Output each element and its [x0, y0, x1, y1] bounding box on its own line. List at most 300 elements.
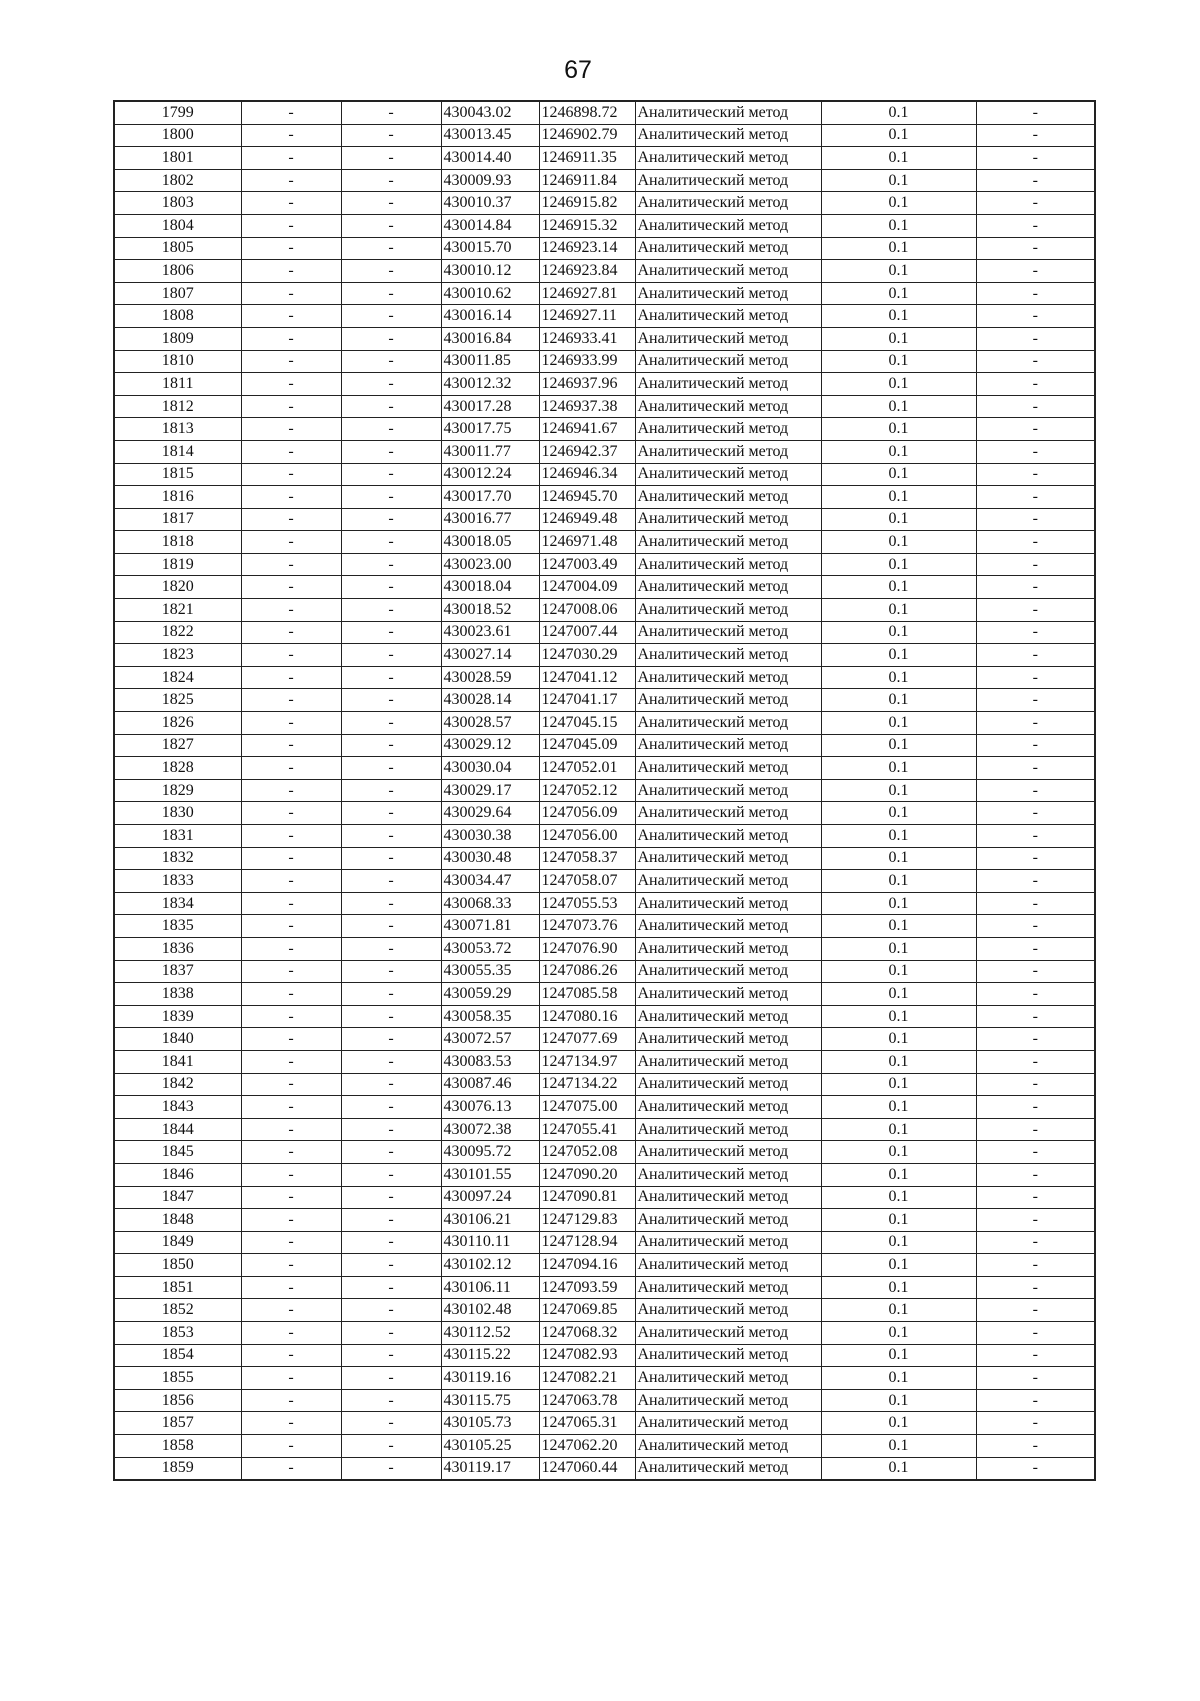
method-cell: Аналитический метод	[635, 915, 821, 938]
x-coordinate-cell: 430017.28	[441, 395, 539, 418]
point-number-cell: 1841	[114, 1050, 241, 1073]
empty-value-cell: -	[341, 192, 441, 215]
empty-value-cell: -	[976, 599, 1095, 622]
y-coordinate-cell: 1247008.06	[539, 599, 635, 622]
empty-value-cell: -	[976, 1163, 1095, 1186]
accuracy-cell: 0.1	[821, 1231, 976, 1254]
empty-value-cell: -	[976, 666, 1095, 689]
empty-value-cell: -	[341, 1050, 441, 1073]
table-row	[114, 870, 1095, 893]
empty-value-cell: -	[241, 1141, 341, 1164]
x-coordinate-cell: 430016.84	[441, 327, 539, 350]
accuracy-cell: 0.1	[821, 350, 976, 373]
method-cell: Аналитический метод	[635, 147, 821, 170]
x-coordinate-cell: 430101.55	[441, 1163, 539, 1186]
x-coordinate-cell: 430095.72	[441, 1141, 539, 1164]
empty-value-cell: -	[241, 531, 341, 554]
point-number-cell: 1831	[114, 825, 241, 848]
accuracy-cell: 0.1	[821, 1254, 976, 1277]
method-cell: Аналитический метод	[635, 892, 821, 915]
accuracy-cell: 0.1	[821, 1163, 976, 1186]
point-number-cell: 1805	[114, 237, 241, 260]
accuracy-cell: 0.1	[821, 1367, 976, 1390]
empty-value-cell: -	[241, 124, 341, 147]
y-coordinate-cell: 1247004.09	[539, 576, 635, 599]
point-number-cell: 1826	[114, 712, 241, 735]
empty-value-cell: -	[241, 214, 341, 237]
empty-value-cell: -	[241, 147, 341, 170]
accuracy-cell: 0.1	[821, 1050, 976, 1073]
y-coordinate-cell: 1247129.83	[539, 1209, 635, 1232]
x-coordinate-cell: 430029.12	[441, 734, 539, 757]
point-number-cell: 1807	[114, 282, 241, 305]
accuracy-cell: 0.1	[821, 1186, 976, 1209]
empty-value-cell: -	[341, 576, 441, 599]
empty-value-cell: -	[976, 1141, 1095, 1164]
y-coordinate-cell: 1246911.35	[539, 147, 635, 170]
x-coordinate-cell: 430011.85	[441, 350, 539, 373]
accuracy-cell: 0.1	[821, 373, 976, 396]
accuracy-cell: 0.1	[821, 1412, 976, 1435]
point-number-cell: 1840	[114, 1028, 241, 1051]
accuracy-cell: 0.1	[821, 712, 976, 735]
y-coordinate-cell: 1247069.85	[539, 1299, 635, 1322]
y-coordinate-cell: 1246898.72	[539, 101, 635, 124]
point-number-cell: 1843	[114, 1096, 241, 1119]
x-coordinate-cell: 430030.48	[441, 847, 539, 870]
table-row	[114, 847, 1095, 870]
table-row	[114, 214, 1095, 237]
empty-value-cell: -	[976, 712, 1095, 735]
point-number-cell: 1820	[114, 576, 241, 599]
table-row	[114, 621, 1095, 644]
accuracy-cell: 0.1	[821, 599, 976, 622]
y-coordinate-cell: 1246927.11	[539, 305, 635, 328]
table-row	[114, 101, 1095, 124]
point-number-cell: 1810	[114, 350, 241, 373]
table-row	[114, 1254, 1095, 1277]
y-coordinate-cell: 1246946.34	[539, 463, 635, 486]
y-coordinate-cell: 1246949.48	[539, 508, 635, 531]
empty-value-cell: -	[976, 1096, 1095, 1119]
accuracy-cell: 0.1	[821, 327, 976, 350]
point-number-cell: 1812	[114, 395, 241, 418]
point-number-cell: 1842	[114, 1073, 241, 1096]
table-row	[114, 1457, 1095, 1480]
method-cell: Аналитический метод	[635, 169, 821, 192]
point-number-cell: 1846	[114, 1163, 241, 1186]
table-row	[114, 983, 1095, 1006]
method-cell: Аналитический метод	[635, 1163, 821, 1186]
empty-value-cell: -	[341, 395, 441, 418]
method-cell: Аналитический метод	[635, 757, 821, 780]
accuracy-cell: 0.1	[821, 418, 976, 441]
accuracy-cell: 0.1	[821, 689, 976, 712]
point-number-cell: 1814	[114, 440, 241, 463]
table-row	[114, 1050, 1095, 1073]
y-coordinate-cell: 1247052.08	[539, 1141, 635, 1164]
method-cell: Аналитический метод	[635, 553, 821, 576]
y-coordinate-cell: 1246902.79	[539, 124, 635, 147]
empty-value-cell: -	[341, 1005, 441, 1028]
table-row	[114, 599, 1095, 622]
table-row	[114, 1073, 1095, 1096]
point-number-cell: 1822	[114, 621, 241, 644]
empty-value-cell: -	[241, 1457, 341, 1480]
accuracy-cell: 0.1	[821, 1096, 976, 1119]
empty-value-cell: -	[341, 214, 441, 237]
accuracy-cell: 0.1	[821, 531, 976, 554]
x-coordinate-cell: 430055.35	[441, 960, 539, 983]
point-number-cell: 1854	[114, 1344, 241, 1367]
y-coordinate-cell: 1247128.94	[539, 1231, 635, 1254]
empty-value-cell: -	[976, 418, 1095, 441]
point-number-cell: 1802	[114, 169, 241, 192]
point-number-cell: 1858	[114, 1435, 241, 1458]
empty-value-cell: -	[976, 621, 1095, 644]
x-coordinate-cell: 430106.11	[441, 1276, 539, 1299]
empty-value-cell: -	[976, 192, 1095, 215]
point-number-cell: 1832	[114, 847, 241, 870]
empty-value-cell: -	[241, 870, 341, 893]
method-cell: Аналитический метод	[635, 1299, 821, 1322]
point-number-cell: 1800	[114, 124, 241, 147]
empty-value-cell: -	[341, 915, 441, 938]
x-coordinate-cell: 430016.14	[441, 305, 539, 328]
page-number: 67	[564, 56, 592, 84]
table-row	[114, 1389, 1095, 1412]
point-number-cell: 1819	[114, 553, 241, 576]
empty-value-cell: -	[341, 1389, 441, 1412]
accuracy-cell: 0.1	[821, 937, 976, 960]
empty-value-cell: -	[341, 666, 441, 689]
empty-value-cell: -	[976, 1186, 1095, 1209]
empty-value-cell: -	[341, 305, 441, 328]
accuracy-cell: 0.1	[821, 305, 976, 328]
method-cell: Аналитический метод	[635, 576, 821, 599]
table-row	[114, 1299, 1095, 1322]
accuracy-cell: 0.1	[821, 169, 976, 192]
empty-value-cell: -	[976, 147, 1095, 170]
method-cell: Аналитический метод	[635, 282, 821, 305]
table-row	[114, 712, 1095, 735]
empty-value-cell: -	[241, 440, 341, 463]
x-coordinate-cell: 430059.29	[441, 983, 539, 1006]
point-number-cell: 1799	[114, 101, 241, 124]
accuracy-cell: 0.1	[821, 892, 976, 915]
point-number-cell: 1806	[114, 260, 241, 283]
empty-value-cell: -	[241, 689, 341, 712]
empty-value-cell: -	[976, 486, 1095, 509]
empty-value-cell: -	[976, 531, 1095, 554]
accuracy-cell: 0.1	[821, 282, 976, 305]
empty-value-cell: -	[976, 1276, 1095, 1299]
empty-value-cell: -	[241, 327, 341, 350]
table-row	[114, 440, 1095, 463]
point-number-cell: 1830	[114, 802, 241, 825]
empty-value-cell: -	[976, 576, 1095, 599]
x-coordinate-cell: 430105.73	[441, 1412, 539, 1435]
x-coordinate-cell: 430102.48	[441, 1299, 539, 1322]
y-coordinate-cell: 1247060.44	[539, 1457, 635, 1480]
y-coordinate-cell: 1247007.44	[539, 621, 635, 644]
table-row	[114, 576, 1095, 599]
coordinates-table	[113, 100, 1096, 1481]
table-row	[114, 1276, 1095, 1299]
y-coordinate-cell: 1247080.16	[539, 1005, 635, 1028]
accuracy-cell: 0.1	[821, 644, 976, 667]
table-row	[114, 124, 1095, 147]
point-number-cell: 1809	[114, 327, 241, 350]
table-row	[114, 373, 1095, 396]
empty-value-cell: -	[241, 553, 341, 576]
accuracy-cell: 0.1	[821, 440, 976, 463]
table-row	[114, 147, 1095, 170]
point-number-cell: 1818	[114, 531, 241, 554]
x-coordinate-cell: 430028.59	[441, 666, 539, 689]
y-coordinate-cell: 1247134.97	[539, 1050, 635, 1073]
x-coordinate-cell: 430018.04	[441, 576, 539, 599]
table-row	[114, 825, 1095, 848]
accuracy-cell: 0.1	[821, 802, 976, 825]
accuracy-cell: 0.1	[821, 1389, 976, 1412]
empty-value-cell: -	[241, 757, 341, 780]
empty-value-cell: -	[341, 1412, 441, 1435]
method-cell: Аналитический метод	[635, 327, 821, 350]
point-number-cell: 1855	[114, 1367, 241, 1390]
point-number-cell: 1848	[114, 1209, 241, 1232]
empty-value-cell: -	[341, 599, 441, 622]
empty-value-cell: -	[241, 373, 341, 396]
method-cell: Аналитический метод	[635, 621, 821, 644]
empty-value-cell: -	[341, 1141, 441, 1164]
empty-value-cell: -	[241, 937, 341, 960]
x-coordinate-cell: 430023.00	[441, 553, 539, 576]
method-cell: Аналитический метод	[635, 350, 821, 373]
accuracy-cell: 0.1	[821, 1209, 976, 1232]
table-row	[114, 757, 1095, 780]
empty-value-cell: -	[976, 1435, 1095, 1458]
empty-value-cell: -	[341, 870, 441, 893]
empty-value-cell: -	[976, 282, 1095, 305]
table-row	[114, 1005, 1095, 1028]
y-coordinate-cell: 1247003.49	[539, 553, 635, 576]
x-coordinate-cell: 430072.57	[441, 1028, 539, 1051]
empty-value-cell: -	[976, 1457, 1095, 1480]
table-row	[114, 802, 1095, 825]
table-row	[114, 327, 1095, 350]
y-coordinate-cell: 1247077.69	[539, 1028, 635, 1051]
method-cell: Аналитический метод	[635, 1322, 821, 1345]
method-cell: Аналитический метод	[635, 463, 821, 486]
y-coordinate-cell: 1246937.96	[539, 373, 635, 396]
point-number-cell: 1815	[114, 463, 241, 486]
empty-value-cell: -	[241, 983, 341, 1006]
point-number-cell: 1811	[114, 373, 241, 396]
table-row	[114, 1186, 1095, 1209]
table-row	[114, 531, 1095, 554]
point-number-cell: 1821	[114, 599, 241, 622]
empty-value-cell: -	[241, 1096, 341, 1119]
method-cell: Аналитический метод	[635, 531, 821, 554]
table-row	[114, 734, 1095, 757]
empty-value-cell: -	[241, 1435, 341, 1458]
method-cell: Аналитический метод	[635, 960, 821, 983]
accuracy-cell: 0.1	[821, 779, 976, 802]
empty-value-cell: -	[976, 395, 1095, 418]
x-coordinate-cell: 430016.77	[441, 508, 539, 531]
empty-value-cell: -	[241, 599, 341, 622]
table-row	[114, 1231, 1095, 1254]
empty-value-cell: -	[241, 892, 341, 915]
empty-value-cell: -	[976, 960, 1095, 983]
method-cell: Аналитический метод	[635, 486, 821, 509]
empty-value-cell: -	[241, 915, 341, 938]
empty-value-cell: -	[976, 1412, 1095, 1435]
method-cell: Аналитический метод	[635, 779, 821, 802]
method-cell: Аналитический метод	[635, 1231, 821, 1254]
y-coordinate-cell: 1247075.00	[539, 1096, 635, 1119]
y-coordinate-cell: 1247090.81	[539, 1186, 635, 1209]
table-row	[114, 418, 1095, 441]
x-coordinate-cell: 430102.12	[441, 1254, 539, 1277]
accuracy-cell: 0.1	[821, 825, 976, 848]
y-coordinate-cell: 1247058.07	[539, 870, 635, 893]
table-row	[114, 1367, 1095, 1390]
y-coordinate-cell: 1247041.17	[539, 689, 635, 712]
method-cell: Аналитический метод	[635, 1141, 821, 1164]
table-row	[114, 666, 1095, 689]
method-cell: Аналитический метод	[635, 689, 821, 712]
empty-value-cell: -	[341, 734, 441, 757]
empty-value-cell: -	[241, 1050, 341, 1073]
point-number-cell: 1853	[114, 1322, 241, 1345]
table-row	[114, 305, 1095, 328]
empty-value-cell: -	[241, 350, 341, 373]
empty-value-cell: -	[341, 260, 441, 283]
y-coordinate-cell: 1247086.26	[539, 960, 635, 983]
point-number-cell: 1803	[114, 192, 241, 215]
empty-value-cell: -	[341, 712, 441, 735]
empty-value-cell: -	[241, 305, 341, 328]
accuracy-cell: 0.1	[821, 960, 976, 983]
accuracy-cell: 0.1	[821, 214, 976, 237]
accuracy-cell: 0.1	[821, 870, 976, 893]
x-coordinate-cell: 430097.24	[441, 1186, 539, 1209]
empty-value-cell: -	[976, 644, 1095, 667]
y-coordinate-cell: 1246923.14	[539, 237, 635, 260]
empty-value-cell: -	[241, 1186, 341, 1209]
point-number-cell: 1844	[114, 1118, 241, 1141]
empty-value-cell: -	[341, 892, 441, 915]
point-number-cell: 1825	[114, 689, 241, 712]
empty-value-cell: -	[241, 576, 341, 599]
empty-value-cell: -	[976, 1389, 1095, 1412]
y-coordinate-cell: 1247085.58	[539, 983, 635, 1006]
empty-value-cell: -	[241, 101, 341, 124]
empty-value-cell: -	[241, 486, 341, 509]
y-coordinate-cell: 1246915.32	[539, 214, 635, 237]
accuracy-cell: 0.1	[821, 983, 976, 1006]
empty-value-cell: -	[241, 1322, 341, 1345]
empty-value-cell: -	[976, 1367, 1095, 1390]
method-cell: Аналитический метод	[635, 1435, 821, 1458]
y-coordinate-cell: 1246933.99	[539, 350, 635, 373]
y-coordinate-cell: 1246923.84	[539, 260, 635, 283]
x-coordinate-cell: 430018.52	[441, 599, 539, 622]
empty-value-cell: -	[241, 621, 341, 644]
x-coordinate-cell: 430010.12	[441, 260, 539, 283]
empty-value-cell: -	[241, 192, 341, 215]
x-coordinate-cell: 430017.75	[441, 418, 539, 441]
empty-value-cell: -	[976, 1322, 1095, 1345]
empty-value-cell: -	[341, 169, 441, 192]
table-row	[114, 508, 1095, 531]
x-coordinate-cell: 430043.02	[441, 101, 539, 124]
point-number-cell: 1827	[114, 734, 241, 757]
x-coordinate-cell: 430034.47	[441, 870, 539, 893]
empty-value-cell: -	[341, 327, 441, 350]
accuracy-cell: 0.1	[821, 508, 976, 531]
y-coordinate-cell: 1247058.37	[539, 847, 635, 870]
empty-value-cell: -	[341, 1322, 441, 1345]
accuracy-cell: 0.1	[821, 1322, 976, 1345]
empty-value-cell: -	[341, 1209, 441, 1232]
method-cell: Аналитический метод	[635, 599, 821, 622]
point-number-cell: 1859	[114, 1457, 241, 1480]
empty-value-cell: -	[241, 712, 341, 735]
x-coordinate-cell: 430072.38	[441, 1118, 539, 1141]
accuracy-cell: 0.1	[821, 1118, 976, 1141]
empty-value-cell: -	[976, 1073, 1095, 1096]
empty-value-cell: -	[241, 1005, 341, 1028]
empty-value-cell: -	[976, 1231, 1095, 1254]
point-number-cell: 1801	[114, 147, 241, 170]
empty-value-cell: -	[341, 440, 441, 463]
empty-value-cell: -	[341, 1186, 441, 1209]
accuracy-cell: 0.1	[821, 124, 976, 147]
empty-value-cell: -	[341, 486, 441, 509]
empty-value-cell: -	[976, 350, 1095, 373]
empty-value-cell: -	[976, 463, 1095, 486]
empty-value-cell: -	[976, 983, 1095, 1006]
empty-value-cell: -	[341, 1163, 441, 1186]
empty-value-cell: -	[341, 1254, 441, 1277]
accuracy-cell: 0.1	[821, 666, 976, 689]
y-coordinate-cell: 1247073.76	[539, 915, 635, 938]
table-row	[114, 1344, 1095, 1367]
y-coordinate-cell: 1246933.41	[539, 327, 635, 350]
x-coordinate-cell: 430115.22	[441, 1344, 539, 1367]
x-coordinate-cell: 430015.70	[441, 237, 539, 260]
method-cell: Аналитический метод	[635, 395, 821, 418]
table-row	[114, 1141, 1095, 1164]
empty-value-cell: -	[341, 1299, 441, 1322]
accuracy-cell: 0.1	[821, 147, 976, 170]
accuracy-cell: 0.1	[821, 395, 976, 418]
x-coordinate-cell: 430058.35	[441, 1005, 539, 1028]
accuracy-cell: 0.1	[821, 1141, 976, 1164]
y-coordinate-cell: 1247076.90	[539, 937, 635, 960]
empty-value-cell: -	[341, 1435, 441, 1458]
empty-value-cell: -	[976, 847, 1095, 870]
empty-value-cell: -	[976, 734, 1095, 757]
x-coordinate-cell: 430115.75	[441, 1389, 539, 1412]
empty-value-cell: -	[241, 463, 341, 486]
method-cell: Аналитический метод	[635, 1254, 821, 1277]
point-number-cell: 1850	[114, 1254, 241, 1277]
x-coordinate-cell: 430106.21	[441, 1209, 539, 1232]
